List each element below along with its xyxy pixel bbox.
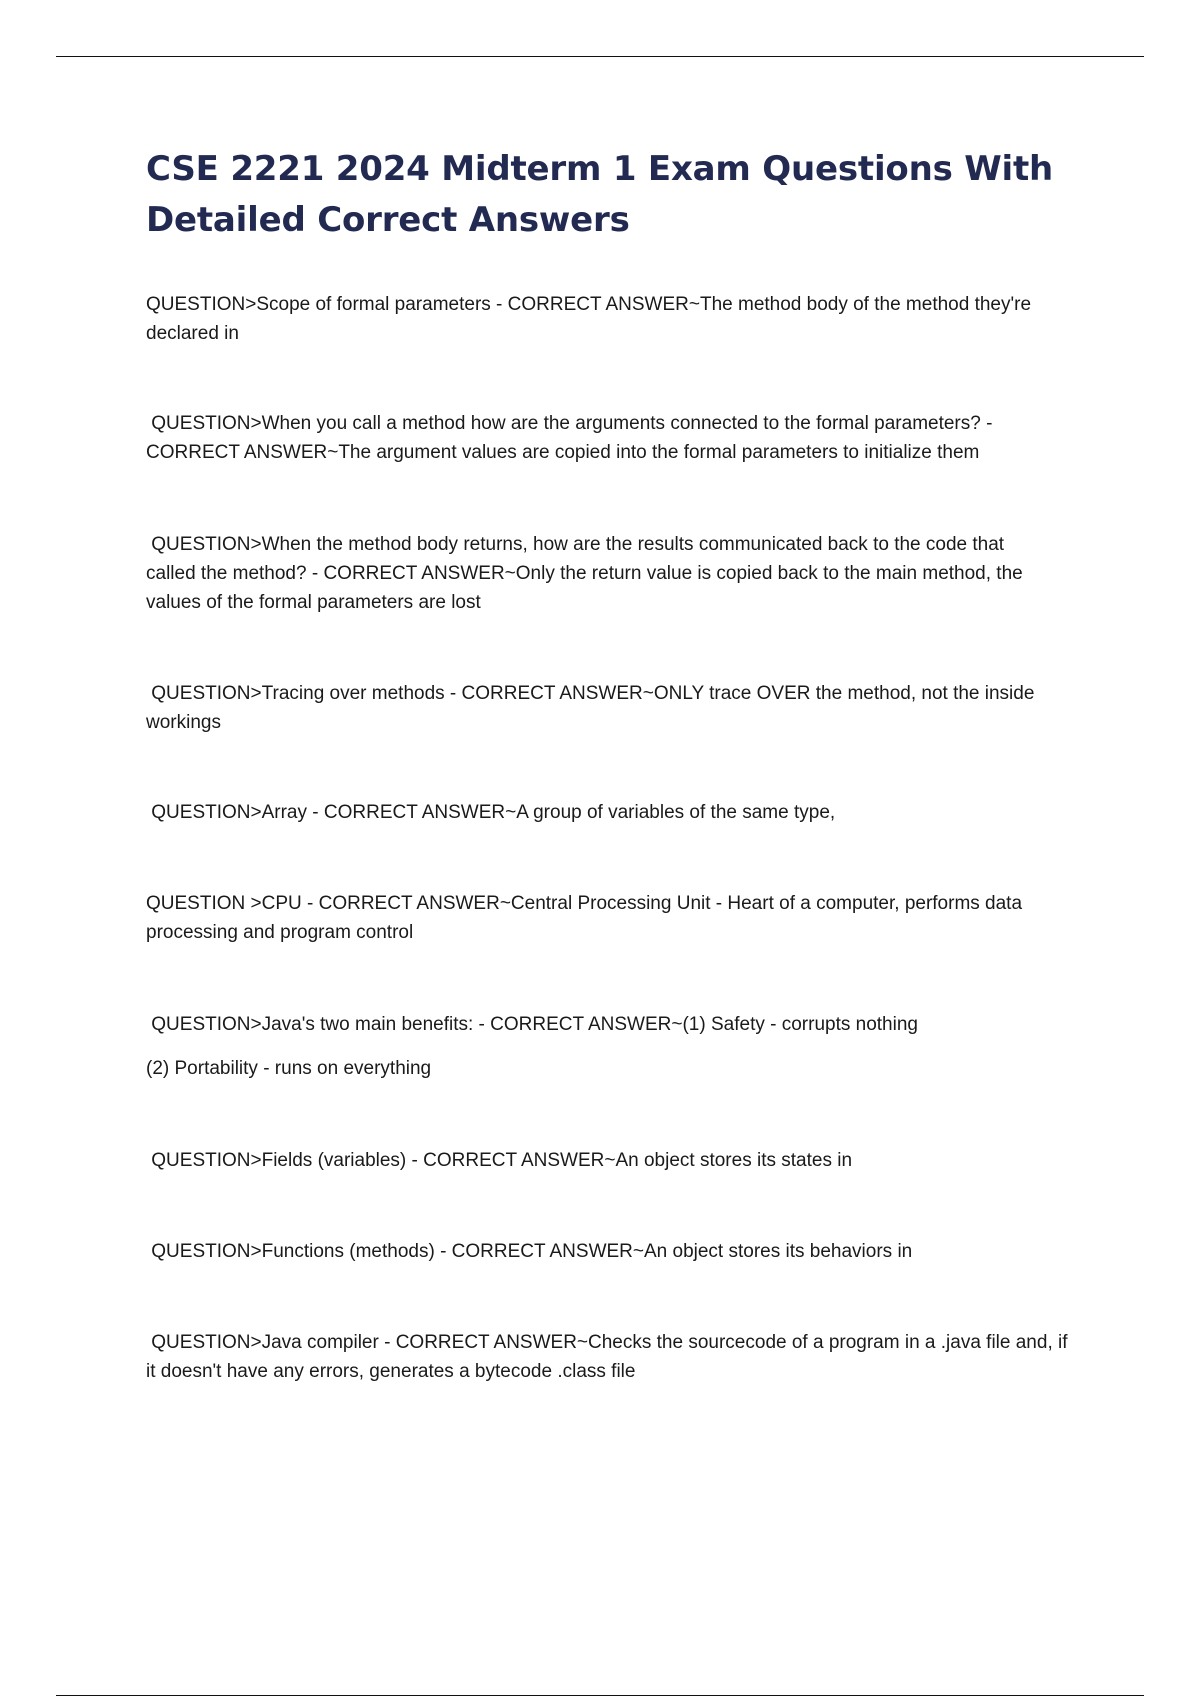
qa-item-2-line-2: CORRECT ANSWER~The argument values are copied into the formal parameters to initialize them — [146, 442, 980, 463]
top-rule — [56, 56, 1144, 57]
qa-item-5 — [146, 798, 1086, 827]
qa-item-8-line-1: QUESTION>Fields (variables) - CORRECT ANSWER~An object stores its states in — [146, 1150, 853, 1171]
qa-item-7-line-1: QUESTION>Java's two main benefits: - CORRECT ANSWER~(1) Safety - corrupts nothing — [146, 1014, 918, 1035]
qa-item-5-line-1: QUESTION>Array - CORRECT ANSWER~A group of variables of the same type, — [146, 802, 836, 823]
qa-item-2 — [146, 409, 1086, 467]
qa-item-7-line-2: (2) Portability - runs on everything — [146, 1058, 432, 1079]
qa-item-9-line-1: QUESTION>Functions (methods) - CORRECT ANSWER~An object stores its behaviors in — [146, 1241, 913, 1262]
title-line-1: CSE 2221 2024 Midterm 1 Exam Questions With — [146, 149, 1054, 189]
qa-item-1 — [146, 290, 1086, 348]
qa-item-10-line-2: it doesn't have any errors, generates a bytecode .class file — [146, 1361, 636, 1382]
qa-item-4-line-1: QUESTION>Tracing over methods - CORRECT ANSWER~ONLY trace OVER the method, not the inside — [146, 683, 1035, 704]
qa-item-10-line-1: QUESTION>Java compiler - CORRECT ANSWER~Checks the sourcecode of a program in a .java file and, if — [146, 1332, 1068, 1353]
qa-item-2-line-1: QUESTION>When you call a method how are the arguments connected to the formal parameters? - — [146, 413, 993, 434]
document-title — [146, 144, 1096, 246]
qa-item-3-line-3: values of the formal parameters are lost — [146, 592, 481, 613]
qa-item-7 — [146, 1010, 1086, 1083]
qa-item-6-line-1: QUESTION >CPU - CORRECT ANSWER~Central Processing Unit - Heart of a computer, performs data — [146, 893, 1023, 914]
qa-item-3-line-2: called the method? - CORRECT ANSWER~Only the return value is copied back to the main method, the — [146, 563, 1023, 584]
qa-item-3 — [146, 530, 1086, 617]
qa-item-1-line-1: QUESTION>Scope of formal parameters - CORRECT ANSWER~The method body of the method they're — [146, 294, 1032, 315]
qa-item-9 — [146, 1237, 1086, 1266]
title-line-2: Detailed Correct Answers — [146, 200, 630, 240]
qa-item-4 — [146, 679, 1086, 737]
qa-item-4-line-2: workings — [146, 712, 221, 733]
qa-item-6-line-2: processing and program control — [146, 922, 414, 943]
qa-item-10 — [146, 1328, 1086, 1386]
qa-item-1-line-2: declared in — [146, 323, 239, 344]
qa-item-3-line-1: QUESTION>When the method body returns, how are the results communicated back to the code that — [146, 534, 1005, 555]
bottom-rule — [56, 1695, 1144, 1696]
qa-item-8 — [146, 1146, 1086, 1175]
qa-item-6 — [146, 889, 1086, 947]
